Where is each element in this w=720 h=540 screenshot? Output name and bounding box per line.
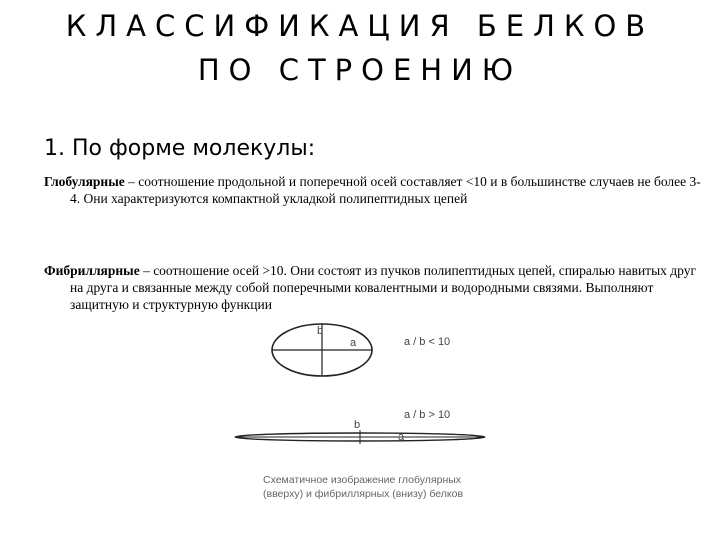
- slide-title-line-1: КЛАССИФИКАЦИЯ БЕЛКОВ: [65, 9, 655, 43]
- globular-text: – соотношение продольной и поперечной осей составляет <10 и в большинстве случаев не более 3-4. Они характеризуются компактной укладкой полипептидных цепей: [70, 174, 701, 206]
- fibrillar-axis-b-label: b: [354, 419, 361, 431]
- figure-caption-line-2: (вверху) и фибриллярных (внизу) белков: [263, 488, 464, 500]
- globular-term: Глобулярные: [44, 174, 125, 189]
- fibrillar-ratio-label: a / b > 10: [404, 409, 451, 421]
- fibrillar-axis-a-label: a: [398, 431, 405, 443]
- globular-axis-a-label: a: [350, 337, 357, 349]
- figure-caption-line-1: Схематичное изображение глобулярных: [263, 474, 462, 486]
- fibrillar-term: Фибриллярные: [44, 263, 140, 278]
- globular-diagram: [272, 324, 372, 376]
- fibrillar-diagram: [235, 419, 485, 444]
- globular-axis-b-label: b: [317, 325, 324, 337]
- slide-title-line-2: ПО СТРОЕНИЮ: [197, 53, 523, 87]
- section-heading: 1. По форме молекулы:: [44, 136, 316, 161]
- globular-ratio-label: a / b < 10: [404, 336, 451, 348]
- fibrillar-text: – соотношение осей >10. Они состоят из пучков полипептидных цепей, спиралью навитых друг на друга и связанные между собой поперечными ковалентными и водородными связями. Выполняют защитную и структурную функции: [70, 263, 697, 312]
